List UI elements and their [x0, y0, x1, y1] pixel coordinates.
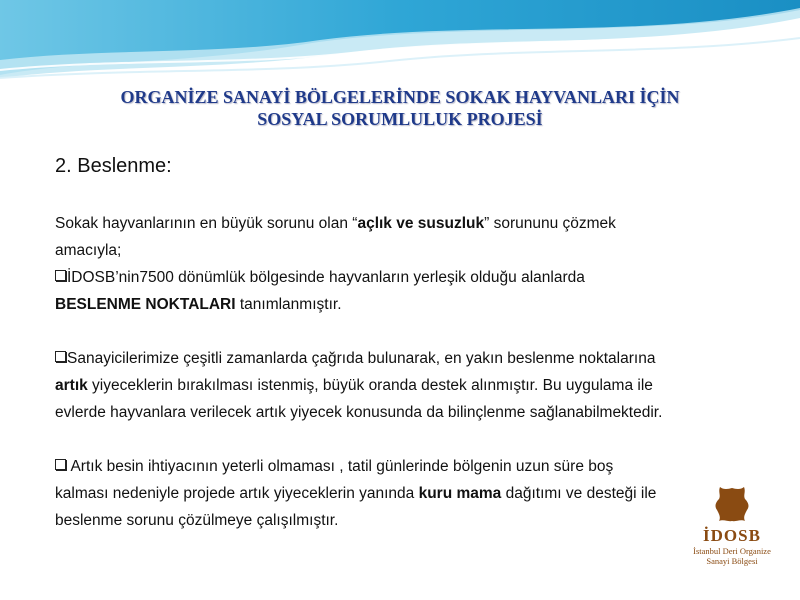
checkbox-bullet-icon: [55, 351, 66, 362]
bullet-1-line-2: [55, 291, 775, 318]
bullet-3-text: Artık besin ihtiyacının yeterli olmaması , tatil günlerinde bölgenin uzun süre boş: [67, 458, 614, 475]
intro-text-a: Sokak hayvanlarının en büyük sorunu olan “: [55, 215, 358, 232]
logo-name: İDOSB: [703, 526, 761, 545]
bullet-3-line-2: [55, 480, 775, 507]
bullet-2-text: Sanayicilerimize çeşitli zamanlarda çağrıda bulunarak, en yakın beslenme noktalarına: [67, 350, 656, 367]
slide-title: [40, 86, 760, 130]
section-heading: 2. Beslenme:: [55, 155, 172, 177]
bullet-2-line-3: evlerde hayvanlara verilecek artık yiyecek konusunda da bilinçlenme sağlanabilmektedir.: [55, 404, 663, 421]
bullet-3-text-a: kalması nedeniyle projede artık yiyeceklerin yanında: [55, 485, 419, 502]
idosb-logo: [678, 478, 786, 586]
bullet-1-text: İDOSB’nin7500 dönümlük bölgesinde hayvanların yerleşik olduğu alanlarda: [67, 269, 585, 286]
bullet-3-line-3: beslenme sorunu çözülmeye çalışılmıştır.: [55, 512, 339, 529]
bullet-2-line-1: [55, 345, 775, 372]
slide-title-line-2: SOSYAL SORUMLULUK PROJESİ: [257, 109, 543, 129]
bullet-2-bold-text: artık: [55, 377, 88, 394]
checkbox-bullet-icon: [55, 270, 66, 281]
paragraph-intro-line-1: [55, 210, 775, 237]
bullet-2-line-2: [55, 372, 775, 399]
bullet-3-line-1: [55, 453, 775, 480]
logo-subtitle-1: İstanbul Deri Organize: [693, 546, 771, 556]
bullet-1-text-b: tanımlanmıştır.: [235, 296, 342, 313]
bullet-3-bold-text: kuru mama: [418, 485, 502, 502]
intro-text-c: ” sorununu çözmek: [484, 215, 616, 232]
checkbox-bullet-icon: [55, 459, 66, 470]
leather-hide-icon: [710, 484, 754, 524]
bullet-2-text-b: yiyeceklerin bırakılması istenmiş, büyük oranda destek alınmıştır. Bu uygulama ile: [87, 377, 653, 394]
bullet-1-line-1: [55, 264, 775, 291]
intro-bold-text: açlık ve susuzluk: [357, 215, 485, 232]
paragraph-intro-line-2: amacıyla;: [55, 242, 122, 259]
bullet-3-text-c: dağıtımı ve desteği ile: [501, 485, 657, 502]
slide-body: [55, 210, 775, 534]
slide-title-line-1: ORGANİZE SANAYİ BÖLGELERİNDE SOKAK HAYVANLARI İÇİN: [120, 87, 680, 107]
logo-subtitle-2: Sanayi Bölgesi: [706, 556, 758, 566]
bullet-1-bold-text: BESLENME NOKTALARI: [55, 296, 236, 313]
header-wave: [0, 0, 800, 90]
